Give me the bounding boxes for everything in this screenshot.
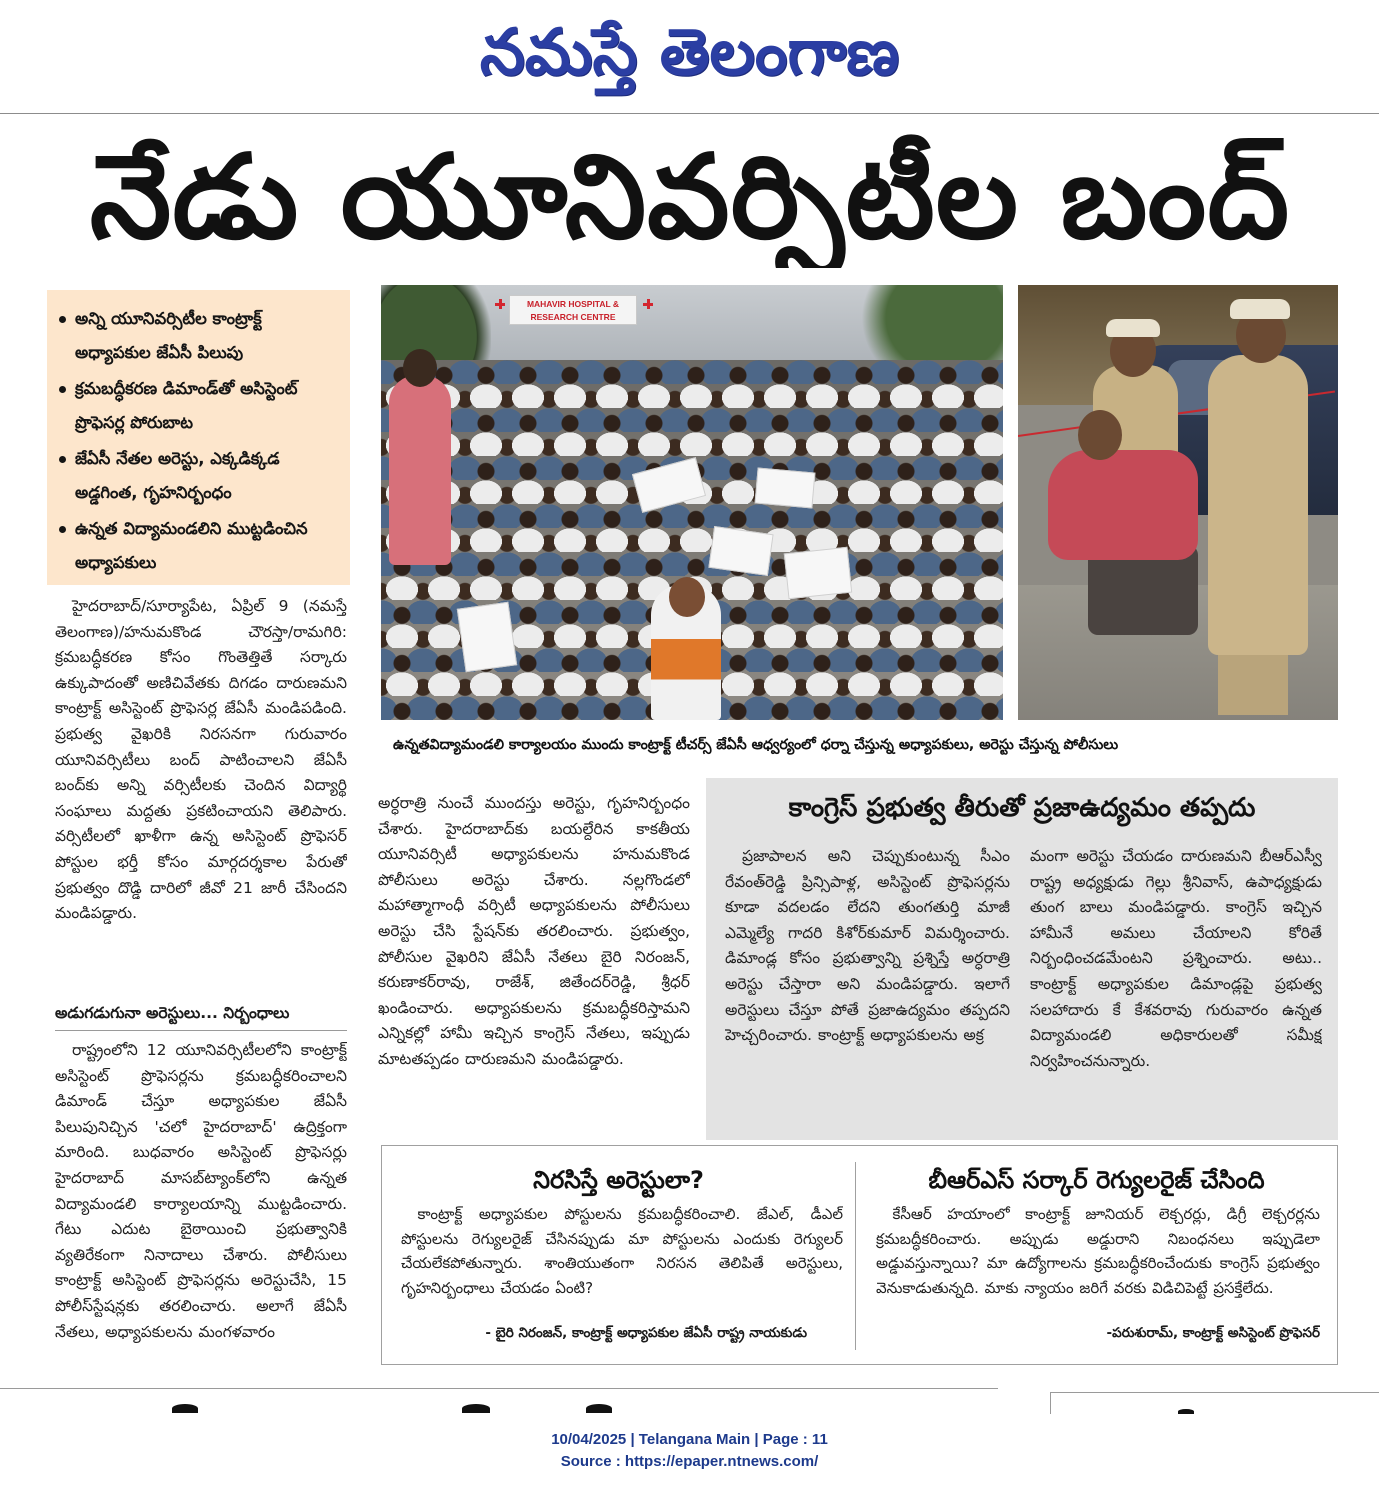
sidebar-headline: కాంగ్రెస్ ప్రభుత్వ తీరుతో ప్రజాఉద్యమం తప్పదు (788, 793, 1256, 823)
cropped-text-fragment (586, 1404, 612, 1413)
placard (784, 547, 852, 599)
highlight-item: జేఏసీ నేతల అరెస్టు, ఎక్కడిక్కడ అడ్డగింత, గృహనిర్బంధం (57, 442, 343, 510)
masthead-title: నమస్తే తెలంగాణ (479, 16, 900, 90)
red-cross-icon (643, 299, 653, 309)
protester-head (669, 577, 705, 617)
masthead-divider (0, 113, 1379, 114)
hospital-sign (509, 295, 637, 325)
arrested-man-head (1078, 410, 1122, 460)
placard (755, 468, 816, 509)
highlights-box (47, 290, 350, 585)
quote-headline: బీఆర్‌ఎస్ సర్కార్ రెగ్యులరైజ్ చేసింది (928, 1166, 1265, 1194)
sidebar-column: ప్రజాపాలన అని చెప్పుకుంటున్న సీఎం రేవంత్‌రెడ్డి ప్రిన్సిపాళ్ల, అసిస్టెంట్ ప్రొఫెసర్లను కూడా వదలడం లేదని తుంగతుర్తి మాజీ ఎమ్మెల్యే గాదరి కిశోర్‌కుమార్ విమర్శించారు. డిమాండ్ల కోసం ప్రభుత్వాన్ని ప్రశ్నిస్తే అర్ధరాత్రి అరెస్టు చేస్తారా అని మండిపడ్డారు. ఇలాగే అరెస్టులు చేస్తూ పోతే ప్రజాఉద్యమం తప్పదని హెచ్చరించారు. కాంట్రాక్ట్ అధ్యాపకులను అక్ర (725, 847, 1010, 1045)
cropped-text-fragment (172, 1404, 198, 1413)
cropped-text-fragment (1178, 1409, 1194, 1414)
hospital-sign-line: RESEARCH CENTRE (530, 312, 616, 322)
story-paragraph: రాష్ట్రంలోని 12 యూనివర్సిటీలలోని కాంట్రాక్ట్ అసిస్టెంట్ ప్రొఫెసర్లను క్రమబద్ధీకరించాలని డిమాండ్ చేస్తూ అధ్యాపకుల జేఏసీ పిలుపునిచ్చిన 'చలో హైదరాబాద్' ఉద్రిక్తంగా మారింది. బుధవారం అసిస్టెంట్ ప్రొఫెసర్లు హైదరాబాద్ మాసబ్‌ట్యాంక్‌లోని ఉన్నత విద్యామండలి కార్యాలయాన్ని ముట్టడించారు. గేటు ఎదుట బైఠాయించి ప్రభుత్వానికి వ్యతిరేకంగా నినాదాలు చేశారు. పోలీసులు కాంట్రాక్ట్ అసిస్టెంట్ ప్రొఫెసర్లను అరెస్టుచేసి, 15 పోలీస్‌స్టేషన్లకు తరలించారు. అలాగే జేఏసీ నేతలు, అధ్యాపకులను మంగళవారం (55, 1041, 347, 1341)
bottom-divider (0, 1388, 998, 1389)
hospital-sign-line: MAHAVIR HOSPITAL & (526, 299, 620, 309)
quote-text: కేసీఆర్ హయాంలో కాంట్రాక్ట్ జూనియర్ లెక్చరర్లు, డిగ్రీ లెక్చరర్లను క్రమబద్ధీకరించారు. అప్పుడు అడ్డురాని నిబంధనలు ఇప్పుడెలా అడ్డువస్తున్నాయి? మా ఉద్యోగాలను క్రమబద్ధీకరించేందుకు కాంగ్రెస్ ప్రభుత్వం వెనుకాడుతున్నది. మాకు న్యాయం జరిగే వరకు విడిచిపెట్టే ప్రసక్తేలేదు. (876, 1205, 1320, 1297)
edition-info: 10/04/2025 | Telangana Main | Page : 11 (551, 1431, 828, 1448)
quote-text: కాంట్రాక్ట్ అధ్యాపకుల పోస్టులను క్రమబద్ధీకరించాలి. జేఎల్, డీఎల్ పోస్టులను రెగ్యులరైజ్ చేసినప్పుడు మా పోస్టులను ఎందుకు రెగ్యులర్ చేయలేకపోతున్నారు. శాంతియుతంగా నిరసన తెలిపితే అరెస్టులు, గృహనిర్బంధాలు చేయడం ఏంటి? (401, 1205, 843, 1297)
highlight-item: అన్ని యూనివర్సిటీల కాంట్రాక్ట్ అధ్యాపకుల జేఏసీ పిలుపు (57, 302, 343, 370)
story-paragraph-continued: అర్ధరాత్రి నుంచే ముందస్తు అరెస్టు, గృహనిర్బంధం చేశారు. హైదరాబాద్‌కు బయల్దేరిన కాకతీయ యూనివర్సిటీ అధ్యాపకులను హనుమకొండ పోలీసులు అరెస్టు చేశారు. నల్లగొండలో మహాత్మాగాంధీ వర్సిటీ అధ్యాపకులను పోలీసులు అరెస్టు చేసి స్టేషన్‌కు తరలించారు. ప్రభుత్వం, పోలీసుల వైఖరిని జేఏసీ నేతలు బైరి నిరంజన్, కరుణాకర్‌రావు, రాజేశ్, జితేందర్‌రెడ్డి, శ్రీధర్ ఖండించారు. అధ్యాపకులను క్రమబద్ధీకరిస్తామని ఎన్నికల్లో హామీ ఇచ్చిన కాంగ్రెస్ నేతలు, ఇప్పుడు మాటతప్పడం దారుణమని మండిపడ్డారు. (378, 794, 690, 1068)
protester-figure (389, 375, 451, 565)
story-paragraph: హైదరాబాద్/సూర్యాపేట, ఏప్రిల్ 9 (నమస్తే తెలంగాణ)/హనుమకొండ చౌరస్తా/రామగిరి: క్రమబద్ధీకరణ కోసం గొంతెత్తితే సర్కారు ఉక్కుపాదంతో అణిచివేతకు దిగడం దారుణమని కాంట్రాక్ట్ అసిస్టెంట్ ప్రొఫెసర్ల జేఏసీ మండిపడింది. ప్రభుత్వ వైఖరికి నిరసనగా గురువారం యూనివర్సిటీలు బంద్ పాటించాలని జేఏసీ బంద్‌కు అన్ని వర్సిటీలకు చెందిన విద్యార్థి సంఘాలు మద్దతు ప్రకటించాయని తెలిపారు. వర్సిటీలలో ఖాళీగా ఉన్న అసిస్టెంట్ ప్రొఫెసర్ పోస్టుల భర్తీ కోసం మార్గదర్శకాల పేరుతో ప్రభుత్వం దొడ్డి దారిలో జీవో 21 జారీ చేసిందని మండిపడ్డారు. (55, 597, 347, 923)
quote-attribution: - బైరి నిరంజన్, కాంట్రాక్ట్ అధ్యాపకుల జేఏసీ రాష్ట్ర నాయకుడు (485, 1325, 807, 1341)
story-subhead: అడుగడుగునా అరెస్టులు... నిర్బంధాలు (55, 998, 347, 1031)
placard (457, 602, 517, 673)
highlight-item: ఉన్నత విద్యామండలిని ముట్టడించిన అధ్యాపకులు (57, 512, 343, 580)
placard (708, 526, 773, 576)
sidebar-column: మంగా అరెస్టు చేయడం దారుణమని బీఆర్‌ఎస్వీ రాష్ట్ర అధ్యక్షుడు గెల్లు శ్రీనివాస్, ఉపాధ్యక్షుడు తుంగ బాలు మండిపడ్డారు. కాంగ్రెస్ ఇచ్చిన హామీనే అమలు చేయాలని కోరితే నిర్బంధించడమేంటని ప్రశ్నించారు. అటు.. కాంట్రాక్ట్ అధ్యాపకుల డిమాండ్లపై ప్రభుత్వ సలహాదారు కే కేశవరావు గురువారం ఉన్నత విద్యామండలి అధికారులతో సమీక్ష నిర్వహించనున్నారు. (1030, 847, 1322, 1070)
police-cap (1106, 319, 1160, 337)
quotes-box (381, 1145, 1338, 1365)
photo-caption: ఉన్నతవిద్యామండలి కార్యాలయం ముందు కాంట్రాక్ట్ టీచర్స్ జేఏసీ ఆధ్వర్యంలో ధర్నా చేస్తున్న అధ్యాపకులు, అరెస్టు చేస్తున్న పోలీసులు (393, 737, 1119, 753)
protester-head (403, 349, 437, 387)
source-link[interactable]: Source : https://epaper.ntnews.com/ (560, 1453, 819, 1470)
cropped-text-fragment (462, 1404, 490, 1413)
quote-headline: నిరసిస్తే అరెస్టులా? (533, 1166, 704, 1194)
police-officer (1208, 355, 1308, 655)
protest-photo (381, 285, 1003, 720)
red-cross-icon (495, 299, 505, 309)
arrested-man (1048, 450, 1198, 560)
arrest-photo (1018, 285, 1338, 720)
page-headline: నేడు యూనివర్సిటీల బంద్ (89, 130, 1291, 265)
sidebar-box (706, 778, 1338, 1140)
quote-attribution: -పరుశురామ్, కాంట్రాక్ట్ అసిస్టెంట్ ప్రొఫెసర్ (1106, 1325, 1320, 1341)
police-cap (1230, 299, 1290, 319)
highlight-item: క్రమబద్ధీకరణ డిమాండ్‌తో అసిస్టెంట్ ప్రొఫెసర్ల పోరుబాట (57, 372, 343, 440)
next-article-box (1050, 1392, 1379, 1414)
